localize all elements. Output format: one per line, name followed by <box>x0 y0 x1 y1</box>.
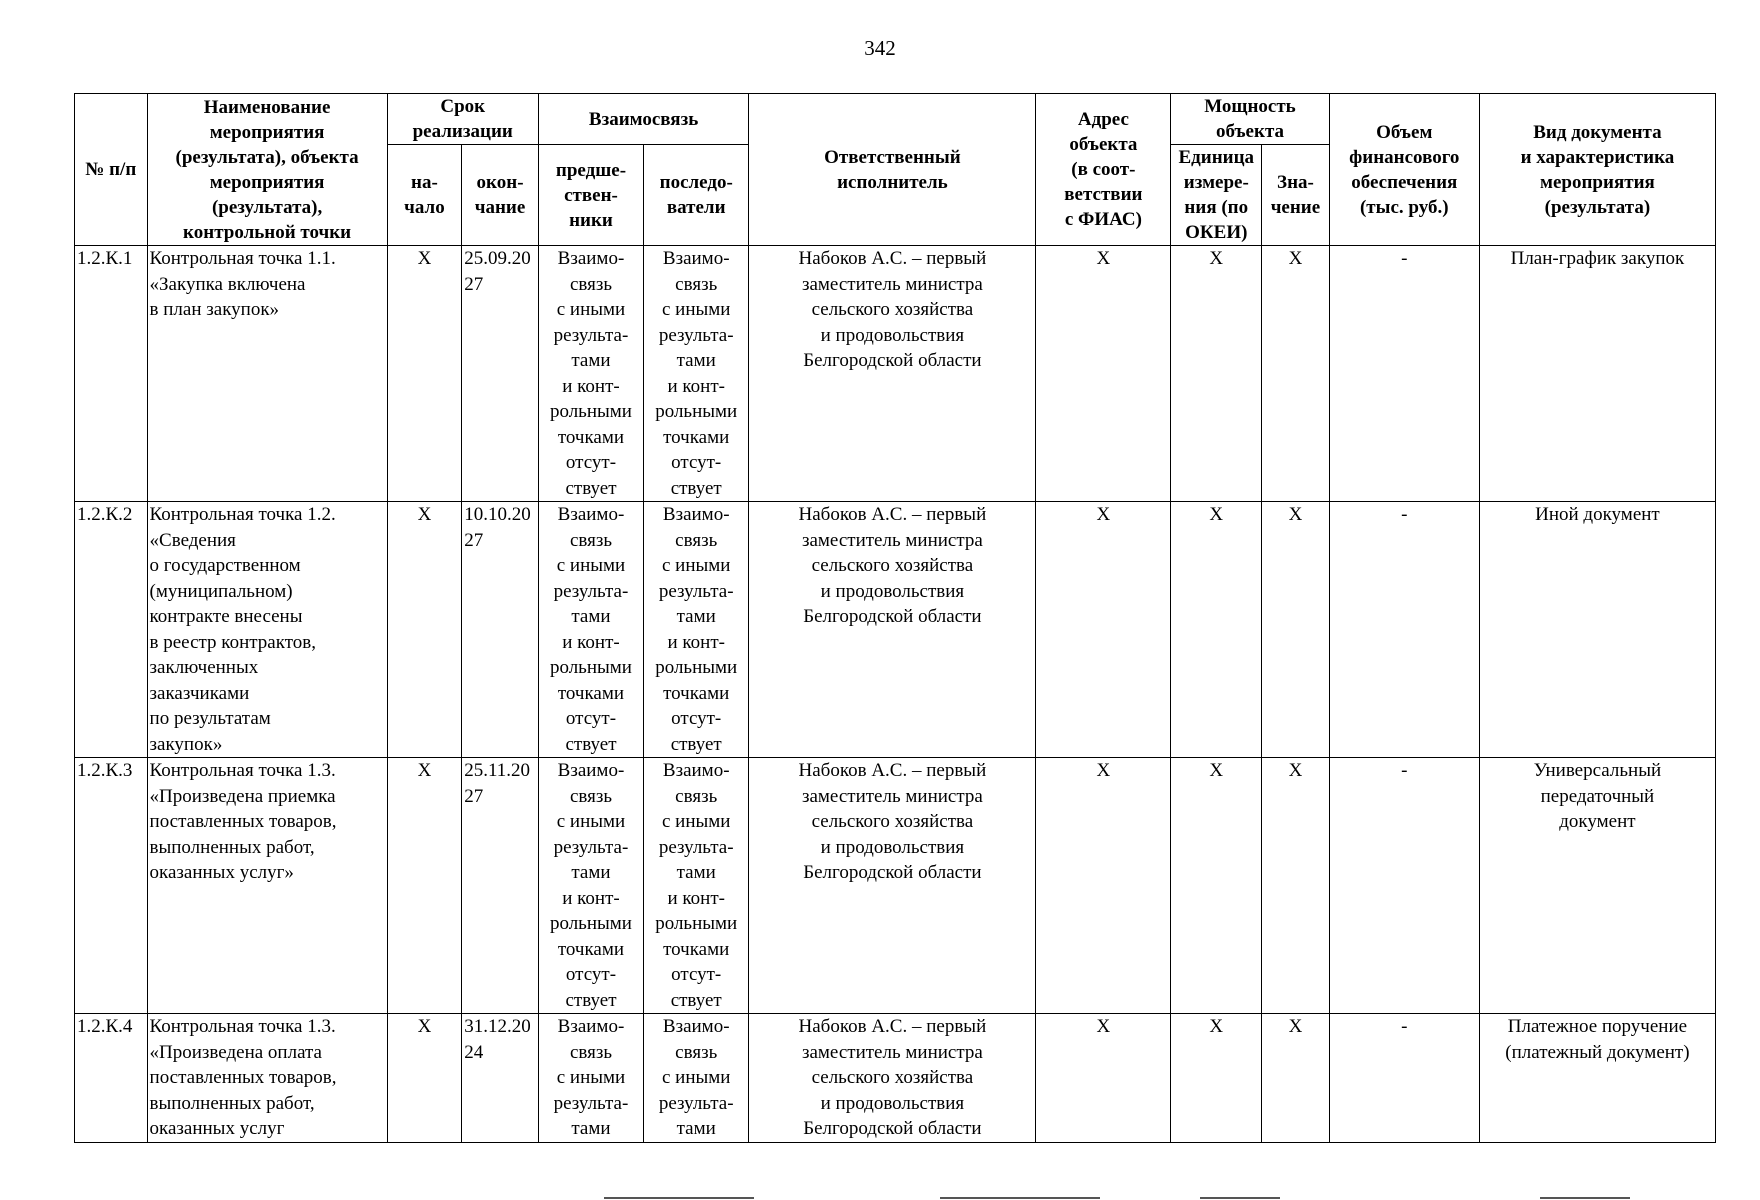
cell-responsible: Набоков А.С. – первый заместитель министра сельского хозяйства и продовольствия Белгородской области <box>749 246 1036 502</box>
cell-succ: Взаимо- связь с иными результа- тами и конт- рольными точками отсут- ствует <box>644 502 749 758</box>
cell-start: Х <box>387 502 462 758</box>
cell-unit: Х <box>1171 1014 1262 1143</box>
cell-num: 1.2.К.2 <box>75 502 148 758</box>
cell-start: Х <box>387 1014 462 1143</box>
header-num: № п/п <box>75 94 148 246</box>
cell-start: Х <box>387 758 462 1014</box>
header-finance: Объем финансового обеспечения (тыс. руб.) <box>1329 94 1479 246</box>
header-capacity-unit: Единица измере- ния (по ОКЕИ) <box>1171 145 1262 246</box>
cell-finance: - <box>1329 758 1479 1014</box>
header-link: Взаимосвязь <box>538 94 748 145</box>
cell-name: Контрольная точка 1.2. «Сведения о государственном (муниципальном) контракте внесены в реестр контрактов, заключенных заказчиками по результатам закупок» <box>147 502 387 758</box>
cell-doc: Иной документ <box>1479 502 1715 758</box>
cell-name: Контрольная точка 1.1. «Закупка включена в план закупок» <box>147 246 387 502</box>
header-name: Наименование мероприятия (результата), объекта мероприятия (результата), контрольной точки <box>147 94 387 246</box>
cell-finance: - <box>1329 1014 1479 1143</box>
cell-responsible: Набоков А.С. – первый заместитель министра сельского хозяйства и продовольствия Белгородской области <box>749 1014 1036 1143</box>
cell-value: Х <box>1262 1014 1329 1143</box>
header-link-succ: последо- ватели <box>644 145 749 246</box>
page-number: 342 <box>864 36 896 60</box>
table-row <box>75 1014 1716 1143</box>
cell-name: Контрольная точка 1.3. «Произведена приемка поставленных товаров, выполненных работ, оказанных услуг» <box>147 758 387 1014</box>
cell-doc: Платежное поручение (платежный документ) <box>1479 1014 1715 1143</box>
cell-name: Контрольная точка 1.3. «Произведена оплата поставленных товаров, выполненных работ, оказанных услуг <box>147 1014 387 1143</box>
header-capacity-value: Зна- чение <box>1262 145 1329 246</box>
cell-address: Х <box>1036 1014 1171 1143</box>
cell-finance: - <box>1329 246 1479 502</box>
table-row <box>75 758 1716 1014</box>
cell-address: Х <box>1036 246 1171 502</box>
cell-succ: Взаимо- связь с иными результа- тами и конт- рольными точками отсут- ствует <box>644 246 749 502</box>
header-link-pred: предше- ствен- ники <box>538 145 643 246</box>
cell-pred: Взаимо- связь с иными результа- тами и конт- рольными точками отсут- ствует <box>538 502 643 758</box>
cell-pred: Взаимо- связь с иными результа- тами и конт- рольными точками отсут- ствует <box>538 246 643 502</box>
header-responsible: Ответственный исполнитель <box>749 94 1036 246</box>
header-address: Адрес объекта (в соот- ветствии с ФИАС) <box>1036 94 1171 246</box>
header-term: Срок реализации <box>387 94 538 145</box>
cell-pred: Взаимо- связь с иными результа- тами и конт- рольными точками отсут- ствует <box>538 758 643 1014</box>
cell-pred: Взаимо- связь с иными результа- тами <box>538 1014 643 1143</box>
cell-num: 1.2.К.4 <box>75 1014 148 1143</box>
cell-end: 10.10.2027 <box>462 502 539 758</box>
header-row-1 <box>75 94 1716 145</box>
cell-unit: Х <box>1171 502 1262 758</box>
cell-value: Х <box>1262 758 1329 1014</box>
cell-unit: Х <box>1171 246 1262 502</box>
table-row <box>75 246 1716 502</box>
header-doc-type: Вид документа и характеристика мероприятия (результата) <box>1479 94 1715 246</box>
cell-value: Х <box>1262 502 1329 758</box>
table-row <box>75 502 1716 758</box>
cell-finance: - <box>1329 502 1479 758</box>
activities-table <box>74 93 1716 1143</box>
cell-succ: Взаимо- связь с иными результа- тами и конт- рольными точками отсут- ствует <box>644 758 749 1014</box>
cell-responsible: Набоков А.С. – первый заместитель министра сельского хозяйства и продовольствия Белгородской области <box>749 502 1036 758</box>
cell-end: 25.09.2027 <box>462 246 539 502</box>
header-capacity: Мощность объекта <box>1171 94 1329 145</box>
cell-num: 1.2.К.1 <box>75 246 148 502</box>
header-term-start: на- чало <box>387 145 462 246</box>
cell-unit: Х <box>1171 758 1262 1014</box>
cell-end: 31.12.2024 <box>462 1014 539 1143</box>
cell-address: Х <box>1036 502 1171 758</box>
cell-end: 25.11.2027 <box>462 758 539 1014</box>
cell-doc: Универсальный передаточный документ <box>1479 758 1715 1014</box>
scan-artifact-line <box>940 1197 1100 1199</box>
header-term-end: окон- чание <box>462 145 539 246</box>
scan-artifact-line <box>1540 1197 1630 1199</box>
scan-artifact-line <box>604 1197 754 1199</box>
cell-doc: План-график закупок <box>1479 246 1715 502</box>
cell-address: Х <box>1036 758 1171 1014</box>
cell-start: Х <box>387 246 462 502</box>
cell-num: 1.2.К.3 <box>75 758 148 1014</box>
scan-artifact-line <box>1200 1197 1280 1199</box>
cell-value: Х <box>1262 246 1329 502</box>
cell-responsible: Набоков А.С. – первый заместитель министра сельского хозяйства и продовольствия Белгородской области <box>749 758 1036 1014</box>
cell-succ: Взаимо- связь с иными результа- тами <box>644 1014 749 1143</box>
